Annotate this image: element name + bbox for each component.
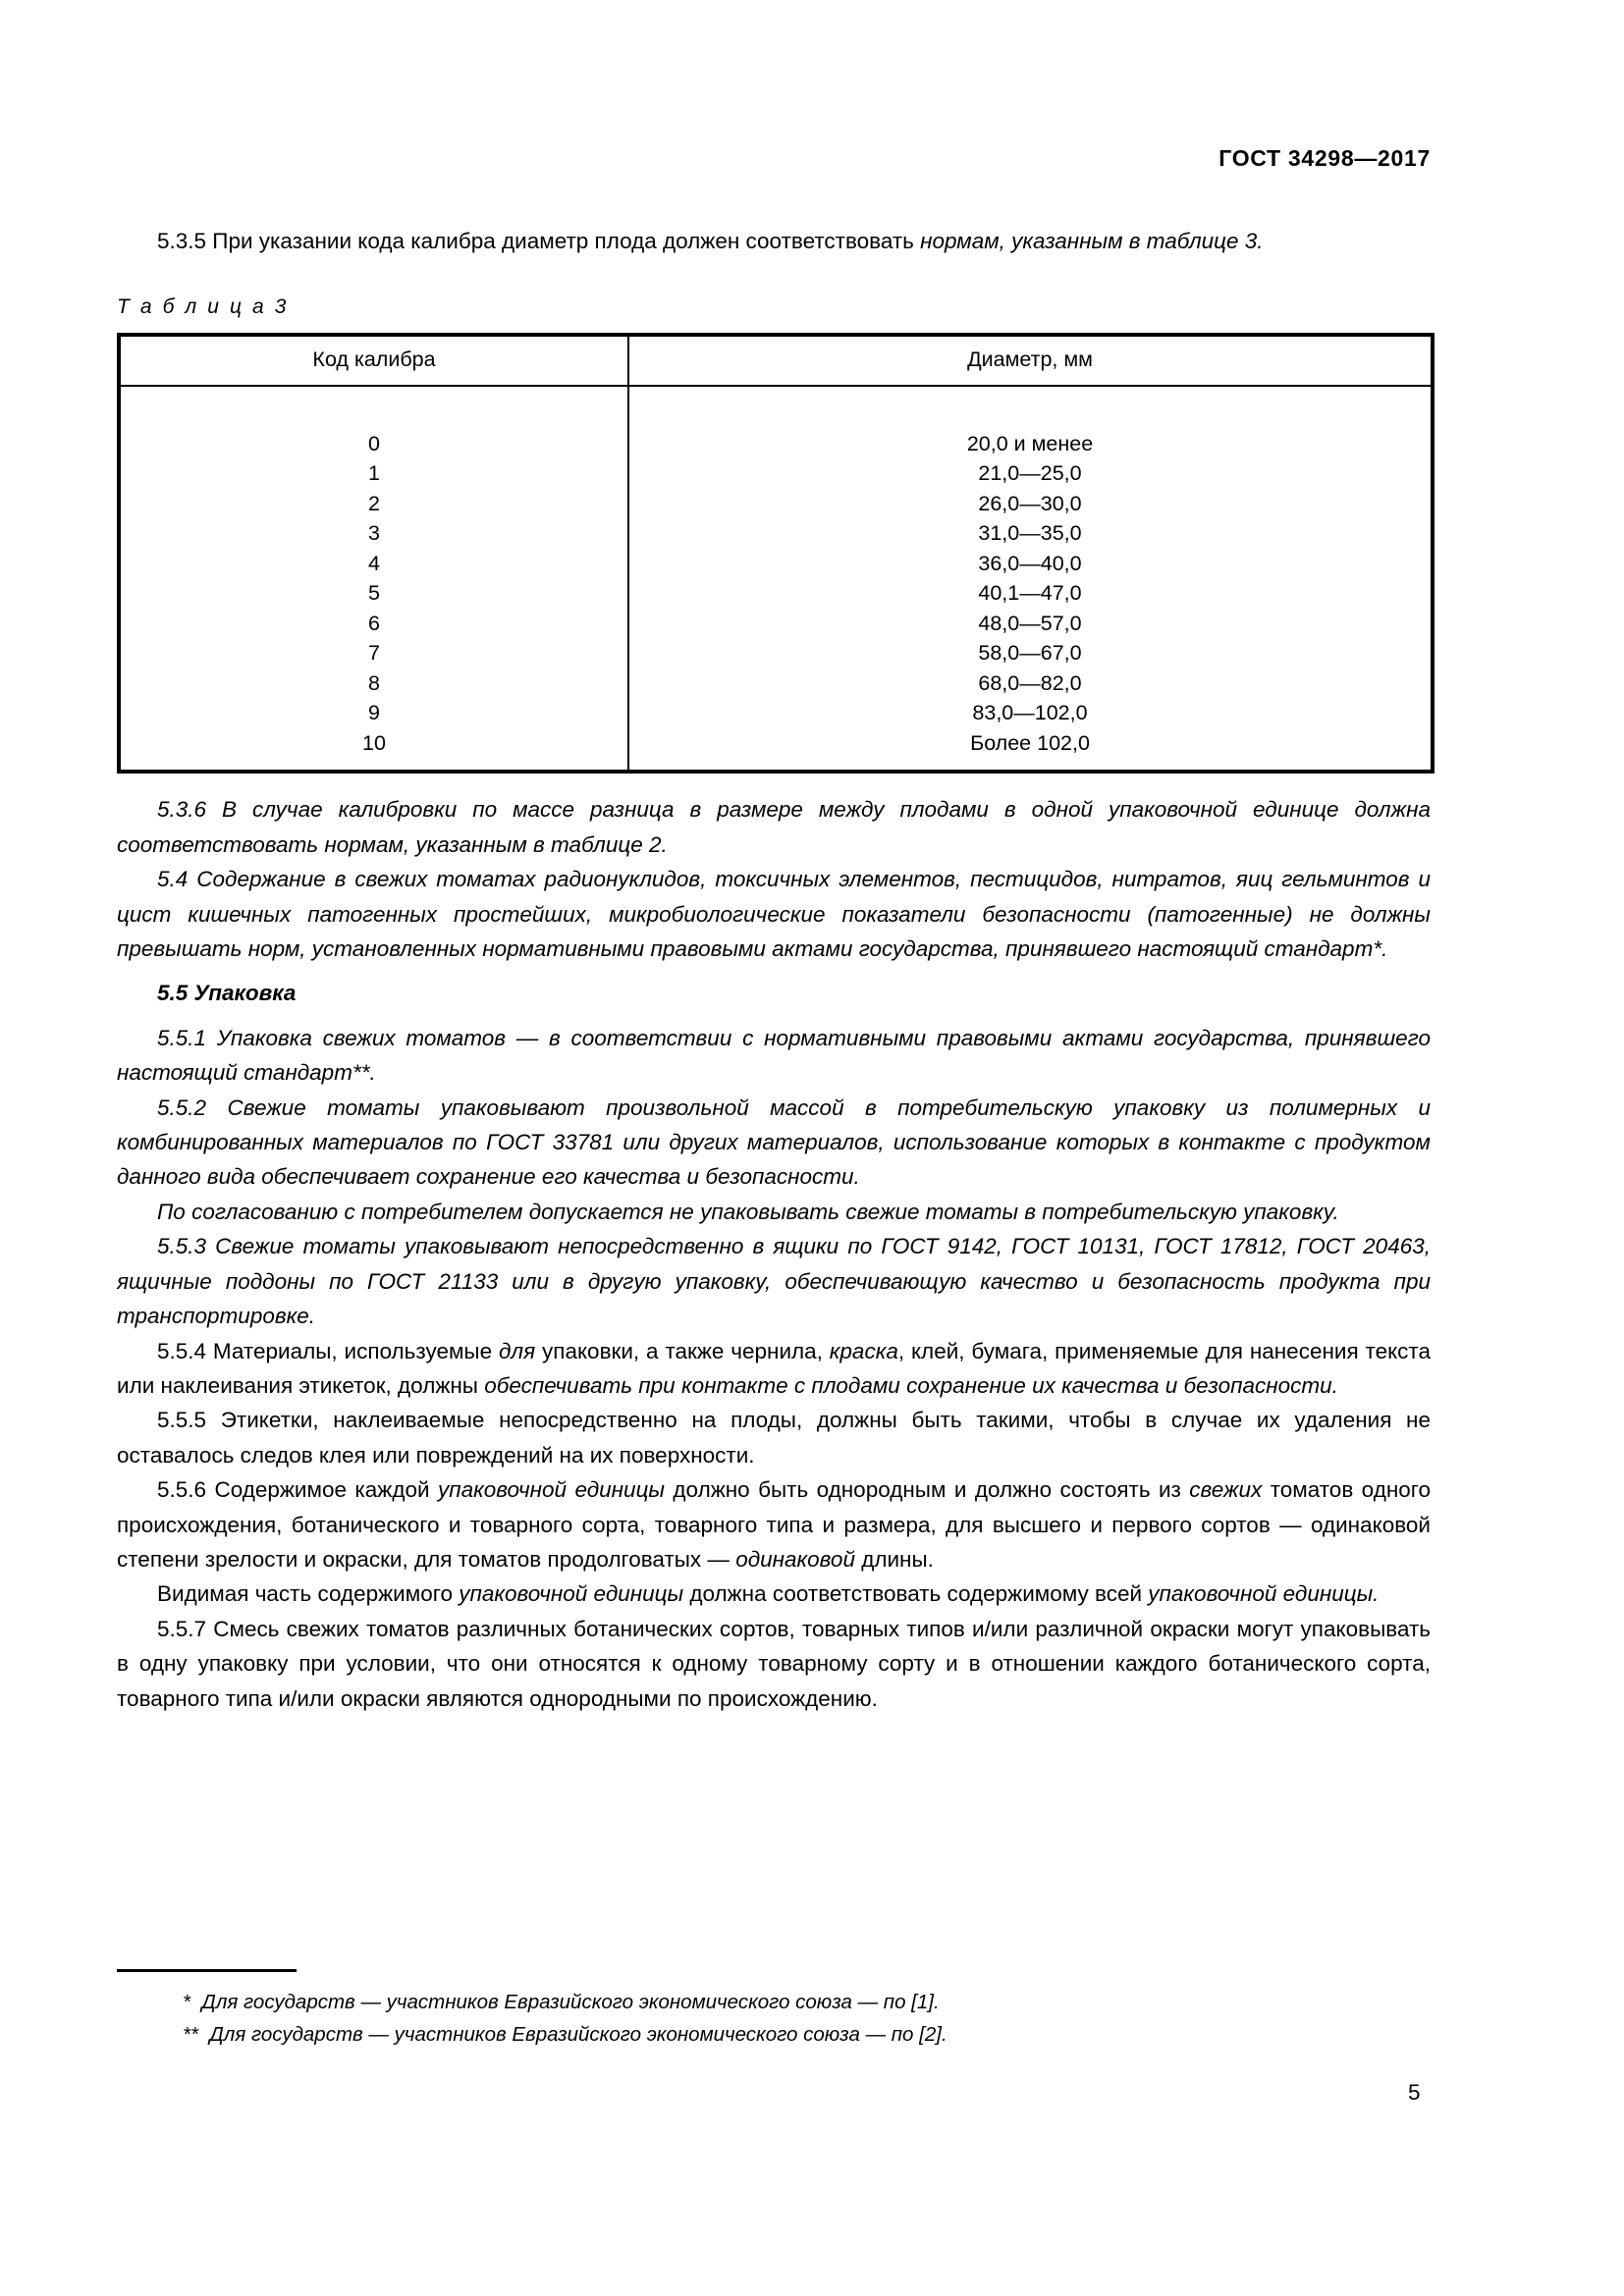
table-row <box>119 578 1433 609</box>
table-cell-code: 10 <box>119 728 628 773</box>
paragraph-5-3-5-italic: нормам, указанным в таблице 3. <box>920 229 1264 253</box>
table-3-column-header-code: Код калибра <box>119 335 628 386</box>
paragraph-5-5-6-seg5: томатов одного происхождения, ботанического и товарного сорта, товарного типа и размера, для высшего и первого сортов — одинаковой степени зрелости и окраски, для томатов продолговатых — <box>117 1477 1431 1572</box>
paragraph-visible-part-seg3: должна соответствовать содержимому всей <box>683 1581 1149 1607</box>
paragraph-5-4: 5.4 Содержание в свежих томатах радионуклидов, токсичных элементов, пестицидов, нитратов, яиц гельминтов и цист кишечных патогенных простейших, микробиологические показатели безопасности (патогенные) не должны превышать норм, установленных нормативными правовыми актами государства, принявшего настоящий стандарт*. <box>117 867 1431 962</box>
table-cell-code: 3 <box>119 518 628 549</box>
footnote-2-marker: ** <box>183 2023 198 2046</box>
table-row <box>119 458 1433 489</box>
table-cell-code: 1 <box>119 458 628 489</box>
table-cell-diameter: 21,0—25,0 <box>628 458 1433 489</box>
table-double-rule-right <box>628 386 1433 429</box>
paragraph-5-5-6-seg7: длины. <box>854 1546 934 1572</box>
table-row <box>119 549 1433 579</box>
table-double-rule <box>119 386 1433 429</box>
table-cell-code: 6 <box>119 609 628 639</box>
table-cell-code: 4 <box>119 549 628 579</box>
table-row <box>119 728 1433 773</box>
paragraph-5-5-6-seg6: одинаковой <box>735 1546 855 1572</box>
page-content <box>117 224 1431 1716</box>
paragraph-5-5-4-seg4: краска <box>829 1338 898 1363</box>
table-row <box>119 638 1433 668</box>
table-3-caption: Т а б л и ц а 3 <box>117 295 290 319</box>
footnote-separator-rule <box>117 1969 297 1972</box>
paragraph-5-5-6-seg2: упаковочной единицы <box>437 1477 665 1503</box>
spacer-before-heading <box>117 966 1431 976</box>
table-cell-code: 7 <box>119 638 628 668</box>
table-cell-diameter: 31,0—35,0 <box>628 518 1433 549</box>
table-row <box>119 609 1433 639</box>
table-cell-code: 9 <box>119 698 628 728</box>
heading-5-5-upakovka: 5.5 Упаковка <box>157 981 297 1006</box>
table-cell-diameter: 83,0—102,0 <box>628 698 1433 728</box>
table-cell-diameter: 26,0—30,0 <box>628 489 1433 519</box>
footnote-1-text: Для государств — участников Евразийского экономического союза — по [1]. <box>201 1991 940 2013</box>
table-cell-diameter: 58,0—67,0 <box>628 638 1433 668</box>
page-header-standard-id: ГОСТ 34298—2017 <box>1218 145 1431 171</box>
table-3 <box>117 333 1435 774</box>
paragraph-5-5-6-seg4: свежих <box>1189 1477 1263 1503</box>
footnote-1 <box>117 1986 1431 2018</box>
footnote-area <box>117 1969 1431 2051</box>
table-3-head <box>119 335 1433 386</box>
table-row <box>119 489 1433 519</box>
paragraph-5-5-5: 5.5.5 Этикетки, наклеиваемые непосредственно на плоды, должны быть такими, чтобы в случае их удаления не оставалось следов клея или повреждений на их поверхности. <box>117 1408 1431 1468</box>
paragraph-5-5-4-seg6: обеспечивать при контакте с плодами сохранение их качества и безопасности. <box>484 1372 1338 1398</box>
table-cell-diameter: Более 102,0 <box>628 728 1433 773</box>
paragraph-visible-part-seg1: Видимая часть содержимого <box>157 1581 460 1607</box>
paragraph-5-5-4-seg5: , клей, бумага, применяемые для нанесения текста или наклеивания этикеток, должны <box>117 1338 1431 1398</box>
paragraph-visible-part-seg2: упаковочной единицы <box>459 1581 684 1607</box>
table-cell-diameter: 36,0—40,0 <box>628 549 1433 579</box>
table-cell-diameter: 48,0—57,0 <box>628 609 1433 639</box>
table-double-rule-left <box>119 386 628 429</box>
table-row <box>119 698 1433 728</box>
footnote-1-marker: * <box>183 1991 190 2013</box>
table-row <box>119 518 1433 549</box>
paragraph-5-3-5-roman: При указании кода калибра диаметр плода должен соответствовать <box>206 229 921 253</box>
footnote-2-text: Для государств — участников Евразийского экономического союза — по [2]. <box>209 2023 947 2046</box>
table-cell-code: 5 <box>119 578 628 609</box>
paragraph-5-3-5-number: 5.3.5 <box>157 229 207 253</box>
paragraph-5-3-5 <box>117 224 1431 258</box>
spacer-after-table <box>117 774 1431 792</box>
table-cell-code: 0 <box>119 429 628 459</box>
table-cell-diameter: 68,0—82,0 <box>628 668 1433 699</box>
page-number: 5 <box>1408 2080 1421 2105</box>
table-cell-diameter: 40,1—47,0 <box>628 578 1433 609</box>
paragraph-5-5-6-seg3: должно быть однородным и должно состоять из <box>665 1477 1190 1503</box>
paragraph-5-5-4 <box>117 1334 1431 1404</box>
paragraph-5-5-3: 5.5.3 Свежие томаты упаковывают непосредственно в ящики по ГОСТ 9142, ГОСТ 10131, ГОСТ 17812, ГОСТ 20463, ящичные поддоны по ГОСТ 21133 или в другую упаковку, обеспечивающую качество и безопасность продукта при транспортировке. <box>117 1234 1431 1329</box>
paragraph-5-3-6: 5.3.6 В случае калибровки по массе разница в размере между плодами в одной упаковочной единице должна соответствовать нормам, указанным в таблице 2. <box>117 797 1431 857</box>
table-row <box>119 668 1433 699</box>
paragraph-5-5-4-seg3: упаковки, а также чернила, <box>535 1338 830 1363</box>
table-cell-code: 8 <box>119 668 628 699</box>
table-cell-code: 2 <box>119 489 628 519</box>
paragraph-5-5-1: 5.5.1 Упаковка свежих томатов — в соответствии с нормативными правовыми актами государства, принявшего настоящий стандарт**. <box>117 1025 1431 1086</box>
table-3-body <box>119 386 1433 772</box>
paragraph-5-5-4-seg2: для <box>498 1338 536 1363</box>
footnote-2 <box>117 2018 1431 2051</box>
table-3-column-header-diameter: Диаметр, мм <box>628 335 1433 386</box>
paragraph-5-5-6 <box>117 1472 1431 1576</box>
table-row <box>119 429 1433 459</box>
paragraph-visible-part-seg4: упаковочной единицы. <box>1148 1581 1380 1607</box>
paragraph-visible-part <box>117 1576 1431 1611</box>
spacer-after-heading <box>117 1011 1431 1021</box>
table-header-row <box>119 335 1433 386</box>
paragraph-5-5-7: 5.5.7 Смесь свежих томатов различных ботанических сортов, товарных типов и/или различной окраски могут упаковывать в одну упаковку при условии, что они относятся к одному товарному сорту и в отношении каждого ботанического сорта, товарного типа и/или окраски являются однородными по происхождению. <box>117 1616 1431 1711</box>
table-cell-diameter: 20,0 и менее <box>628 429 1433 459</box>
paragraph-5-5-4-seg1: 5.5.4 Материалы, используемые <box>157 1338 499 1363</box>
paragraph-5-5-6-seg1: 5.5.6 Содержимое каждой <box>157 1477 438 1503</box>
paragraph-5-5-2: 5.5.2 Свежие томаты упаковывают произвольной массой в потребительскую упаковку из полимерных и комбинированных материалов по ГОСТ 33781 или других материалов, использование которых в контакте с продуктом данного вида обеспечивает сохранение его качества и безопасности. <box>117 1095 1431 1190</box>
paragraph-consent-note: По согласованию с потребителем допускается не упаковывать свежие томаты в потребительскую упаковку. <box>157 1199 1339 1224</box>
